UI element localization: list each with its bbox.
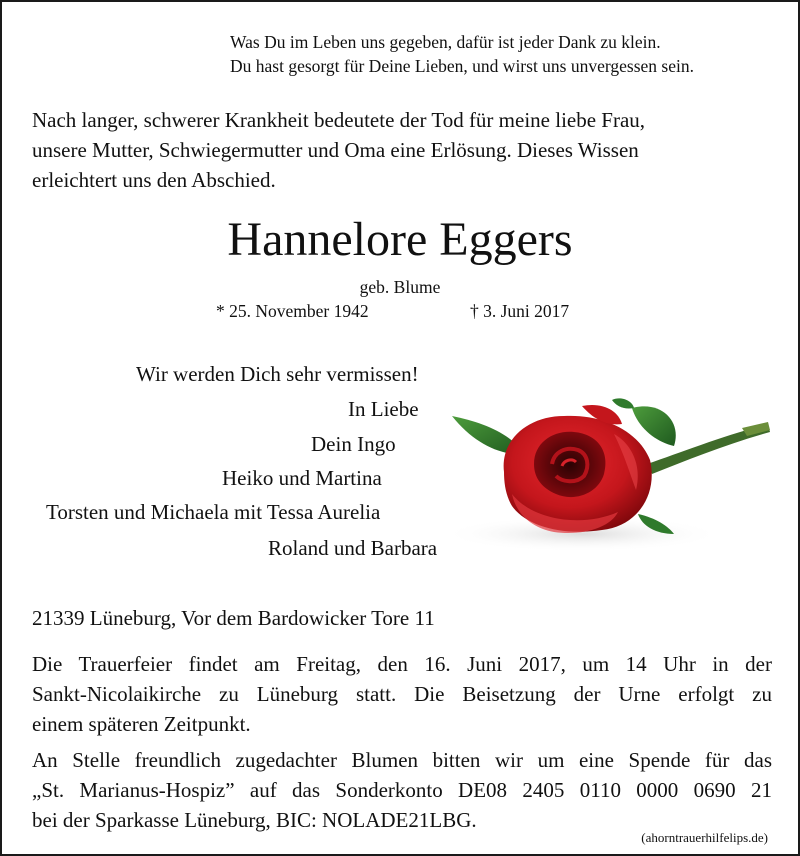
family-line-2: Heiko und Martina xyxy=(222,466,382,490)
birth-date: * 25. November 1942 xyxy=(216,301,369,321)
funeral-info xyxy=(32,649,772,739)
red-rose-icon xyxy=(442,394,772,554)
address: 21339 Lüneburg, Vor dem Bardowicker Tore 11 xyxy=(32,606,435,630)
donation-info xyxy=(32,745,772,835)
deceased-name: Hannelore Eggers xyxy=(227,213,573,266)
source-credit: (ahorntrauerhilfelips.de) xyxy=(641,830,768,845)
donation-line-1: An Stelle freundlich zugedachter Blumen bitten wir um eine Spende für das xyxy=(32,748,772,772)
closing-phrase: In Liebe xyxy=(348,397,419,421)
family-line-4: Roland und Barbara xyxy=(268,536,438,560)
born-name: geb. Blume xyxy=(359,277,441,297)
intro-line-1: Nach langer, schwerer Krankheit bedeutete der Tod für meine liebe Frau, xyxy=(32,108,646,132)
death-date: † 3. Juni 2017 xyxy=(470,301,570,321)
donation-line-3: bei der Sparkasse Lüneburg, BIC: NOLADE21LBG. xyxy=(32,808,477,832)
motto-line-2: Du hast gesorgt für Deine Lieben, und wirst uns unvergessen sein. xyxy=(230,56,694,76)
motto-line-1: Was Du im Leben uns gegeben, dafür ist jeder Dank zu klein. xyxy=(230,32,661,52)
funeral-line-1: Die Trauerfeier findet am Freitag, den 16. Juni 2017, um 14 Uhr in der xyxy=(32,652,772,676)
motto-verse xyxy=(230,30,694,78)
family-line-1: Dein Ingo xyxy=(311,432,396,456)
intro-line-3: erleichtert uns den Abschied. xyxy=(32,168,276,192)
donation-line-2: „St. Marianus-Hospiz” auf das Sonderkonto DE08 2405 0110 0000 0690 21 xyxy=(32,778,772,802)
intro-paragraph xyxy=(32,105,772,195)
farewell-message: Wir werden Dich sehr vermissen! xyxy=(136,362,419,386)
funeral-line-3: einem späteren Zeitpunkt. xyxy=(32,712,251,736)
funeral-line-2: Sankt-Nicolaikirche zu Lüneburg statt. Die Beisetzung der Urne erfolgt zu xyxy=(32,682,772,706)
family-line-3: Torsten und Michaela mit Tessa Aurelia xyxy=(46,500,381,524)
intro-line-2: unsere Mutter, Schwiegermutter und Oma eine Erlösung. Dieses Wissen xyxy=(32,138,639,162)
